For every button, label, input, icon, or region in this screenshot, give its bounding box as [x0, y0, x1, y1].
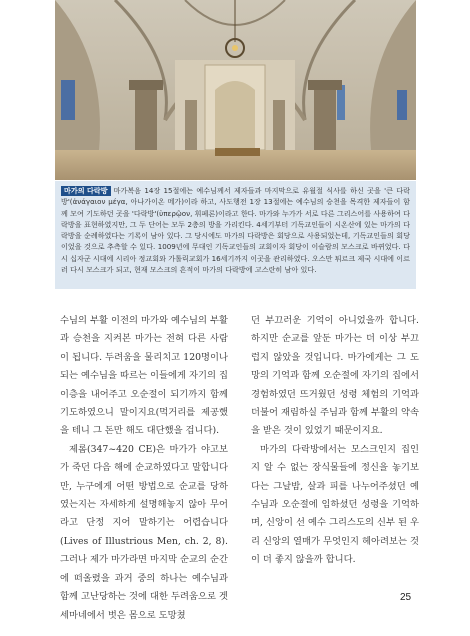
- right-paragraph-2: 마가의 다락방에서는 모스크인지 집인지 알 수 없는 장식물들에 정신을 놓기보다는 그날밤, 살과 피를 나누어주셨던 예수님과 오순절에 임하셨던 성령을 기억하며, 신앙이 선 예수 그리스도의 신부 된 우리 신앙의 열매가 무엇인지 헤아려보는 것이 더 좋지 않을까 합니다.: [251, 443, 419, 566]
- caption-label: 마가의 다락방: [61, 186, 111, 196]
- right-column: [251, 312, 419, 570]
- cenacle-photo: [55, 0, 416, 180]
- right-paragraph-1: 던 부끄러운 기억이 아니었을까 합니다. 하지만 순교를 앞둔 마가는 더 이상 부끄럽지 않았을 것입니다. 마가에게는 그 도망의 기억과 함께 오순절에 자기의 집에서 경험하였던 뜨거웠던 성령 체험의 기억과 더불어 재림하실 주님과 함께 부활의 약속을 받은 것이 있었기 때문이지요.: [251, 315, 419, 437]
- left-paragraph-1: 수님의 부활 이전의 마가와 예수님의 부활과 승천을 지켜본 마가는 전혀 다른 사람이 됩니다. 두려움을 물리치고 120명이나 되는 예수님을 따르는 이들에게 자기의 집 이층을 내어주고 오순절이 되기까지 함께 기도하였으니 말이지요(먹거리를 제공했을 테니 그 돈만 해도 대단했을 겁니다).: [60, 315, 228, 437]
- photo-caption: [55, 181, 416, 289]
- left-paragraph-2: 제롬(347~420 CE)은 마가가 야고보가 죽던 다음 해에 순교하였다고 말합니다만, 누구에게 어떤 방법으로 순교를 당하였는지는 자세하게 설명해놓지 않아 무어라고 단정 지어 말하기는 어렵습니다(Lives of Illustrious Men, ch. 2, 8). 그러나 제가 마가라면 마지막 순교의 순간에 떠올렸을 과거 중의 하나는 예수님과 함께 고난당하는 것에 대한 두려움으로 겟세마네에서 벗은 몸으로 도망쳤: [60, 443, 228, 621]
- cenacle-photo-illustration: [55, 0, 416, 180]
- left-column: [60, 312, 228, 625]
- page-number: 25: [400, 592, 412, 603]
- caption-text: 마가복음 14장 15절에는 예수님께서 제자들과 마지막으로 유월절 식사를 하신 곳을 '큰 다락방'(ἀνάγαιον μέγα, 아나가이온 메가)이라 하고, 사도행전 1장 13절에는 예수님의 승천을 목격한 제자들이 함께 모여 기도하던 곳을 '다락방'(ὑπερῷον, 휘페론)이라고 한다. 마가와 누가가 서로 다른 그리스어를 사용하여 다락방을 표현하였지만, 그 두 단어는 모두 2층의 방을 가리킨다. 4세기부터 기독교인들이 시온산에 있는 마가의 다락방을 순례하였다는 기록이 남아 있다. 그 당시에도 마가의 다락방은 회당으로 사용되었는데, 기독교인들의 회당이었을 것으로 추측할 수 있다. 1009년에 무대인 기독교인들의 교회이자 회당이 이슬람의 모스크로 바뀌었다. 다시 십자군 시대에 시리아 정교회와 가톨릭교회가 16세기까지 이곳을 관리하였다. 오스만 튀르크 제국 시대에 이르러 다시 모스크가 되고, 현재 모스크의 흔적이 마가의 다락방에 고스란히 남아 있다.: [61, 186, 410, 275]
